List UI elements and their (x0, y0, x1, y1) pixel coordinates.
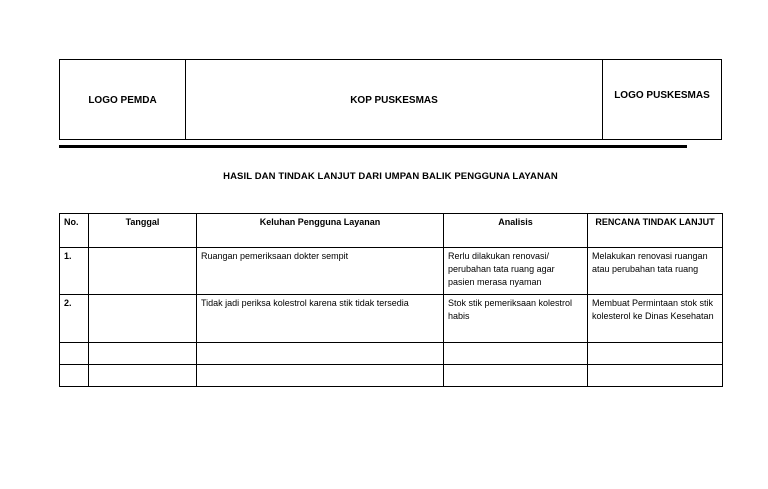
logo-puskesmas-placeholder: LOGO PUSKESMAS (614, 90, 710, 101)
cell-empty (89, 343, 197, 365)
feedback-table (59, 213, 723, 387)
cell-empty (588, 365, 723, 387)
cell-analisis: Rerlu dilakukan renovasi/ perubahan tata ruang agar pasien merasa nyaman (444, 248, 588, 295)
logo-pemda-placeholder: LOGO PEMDA (60, 60, 186, 139)
cell-empty (60, 365, 89, 387)
table-header-row (60, 214, 723, 248)
cell-empty (444, 365, 588, 387)
table-row-empty (60, 365, 723, 387)
cell-keluhan: Tidak jadi periksa kolestrol karena stik tidak tersedia (197, 295, 444, 343)
column-header-tanggal: Tanggal (89, 214, 197, 248)
cell-rencana: Membuat Permintaan stok stik kolesterol ke Dinas Kesehatan (588, 295, 723, 343)
cell-empty (89, 365, 197, 387)
column-header-keluhan: Keluhan Pengguna Layanan (197, 214, 444, 248)
cell-no: 2. (60, 295, 89, 343)
column-header-rencana: RENCANA TINDAK LANJUT (588, 214, 723, 248)
column-header-no: No. (60, 214, 89, 248)
column-header-analisis: Analisis (444, 214, 588, 248)
cell-no: 1. (60, 248, 89, 295)
cell-tanggal (89, 248, 197, 295)
table-row (60, 295, 723, 343)
cell-rencana: Melakukan renovasi ruangan atau perubahan tata ruang (588, 248, 723, 295)
letterhead-divider (59, 145, 687, 148)
cell-tanggal (89, 295, 197, 343)
table-row (60, 248, 723, 295)
table-row-empty (60, 343, 723, 365)
document-title: HASIL DAN TINDAK LANJUT DARI UMPAN BALIK PENGGUNA LAYANAN (223, 171, 558, 182)
letterhead-box (59, 59, 722, 140)
cell-empty (588, 343, 723, 365)
cell-empty (197, 365, 444, 387)
kop-puskesmas-placeholder: KOP PUSKESMAS (186, 60, 603, 139)
cell-analisis: Stok stik pemeriksaan kolestrol habis (444, 295, 588, 343)
cell-empty (60, 343, 89, 365)
cell-keluhan: Ruangan pemeriksaan dokter sempit (197, 248, 444, 295)
cell-empty (444, 343, 588, 365)
cell-empty (197, 343, 444, 365)
